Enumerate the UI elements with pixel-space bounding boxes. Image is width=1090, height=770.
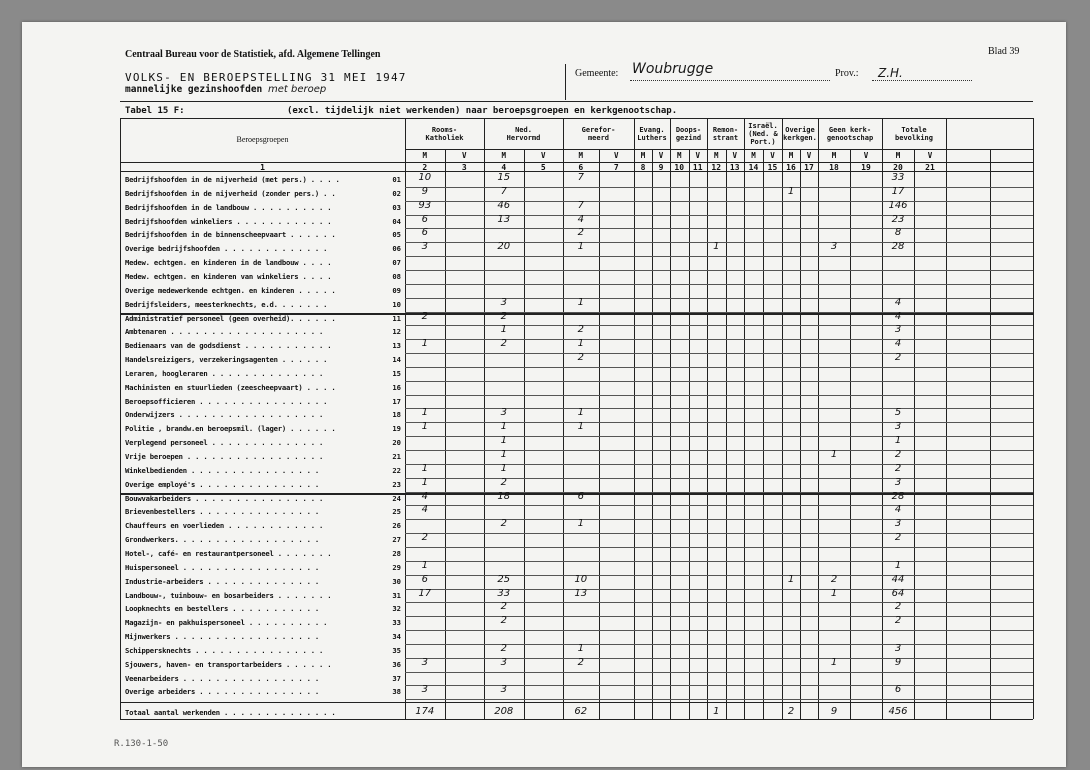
row-label: Schippersknechts . . . . . . . . . . . . . . . . (125, 645, 324, 655)
divider (565, 64, 566, 100)
column-sex-m: M (422, 151, 427, 160)
data-cell-gn: 1 (830, 587, 838, 599)
column-number: 14 (748, 163, 759, 172)
data-cell-tot: 9 (894, 656, 902, 668)
row-number: 26 (392, 521, 401, 531)
row-rule (405, 353, 1033, 354)
column-sex-m: M (788, 151, 794, 160)
data-cell-rk: 4 (421, 490, 428, 502)
data-cell-nh: 46 (497, 199, 511, 211)
column-number: 10 (674, 163, 685, 172)
row-number: 27 (392, 535, 401, 545)
data-cell-tot: 23 (891, 213, 905, 225)
row-label: Landbouw-, tuinbouw- en bosarbeiders . . . . . . . (125, 590, 332, 600)
data-cell-tot: 2 (894, 615, 902, 627)
row-number: 05 (392, 230, 401, 240)
column-number: 19 (861, 163, 871, 172)
column-sex-v: V (658, 151, 664, 160)
column-sex-v: V (863, 151, 869, 160)
row-number: 15 (392, 368, 401, 378)
data-cell-gn: 2 (830, 573, 838, 585)
row-label: Bedrijfshoofden in de nijverheid (met pers.) . . . . (125, 175, 340, 184)
data-cell-nh: 1 (500, 421, 507, 433)
data-cell-gk: 2 (577, 352, 584, 364)
data-cell-rk: 1 (421, 421, 428, 433)
row-number: 38 (392, 687, 401, 697)
data-cell-rk: 1 (421, 462, 428, 474)
data-cell-nh: 2 (500, 601, 507, 613)
row-label: Ambtenaren . . . . . . . . . . . . . . . . . . . (125, 327, 324, 337)
data-cell-tot: 2 (894, 532, 902, 544)
row-label: Onderwijzers . . . . . . . . . . . . . . . . . . (125, 410, 324, 420)
row-number: 37 (392, 673, 401, 683)
data-cell-nh: 13 (497, 213, 511, 225)
row-label: Overige medewerkende echtgen. en kinderen . . . . . (125, 285, 336, 295)
row-rule (405, 228, 1033, 229)
row-rule (405, 699, 1033, 700)
data-cell-nh: 20 (497, 241, 511, 253)
row-number: 24 (392, 493, 401, 503)
column-number: 21 (925, 163, 935, 172)
subcolumn-divider (689, 149, 690, 719)
row-number: 02 (392, 188, 401, 198)
data-cell-tot: 1 (894, 435, 902, 447)
data-cell-nh: 25 (497, 573, 511, 585)
data-cell-rk: 3 (421, 684, 428, 696)
data-cell-ok: 1 (787, 185, 795, 197)
row-number: 21 (392, 452, 401, 461)
column-sex-m: M (640, 151, 646, 160)
data-cell-gn: 1 (830, 449, 838, 460)
gemeente-underline (630, 80, 830, 81)
data-cell-ok: 1 (787, 573, 795, 585)
row-number: 36 (392, 659, 401, 669)
data-cell-tot: 5 (894, 407, 902, 419)
column-sex-m: M (751, 151, 756, 160)
row-label: Medew. echtgen. en kinderen van winkeliers . . . . (125, 271, 332, 281)
row-rule (405, 630, 1033, 631)
data-cell-gk: 2 (577, 227, 584, 239)
data-cell-rk: 2 (421, 310, 428, 322)
column-sex-m: M (831, 151, 837, 160)
data-cell-tot: 1 (894, 559, 902, 571)
data-cell-tot: 64 (891, 587, 905, 599)
row-label: Bedrijfshoofden winkeliers . . . . . . . . . . . . (125, 216, 332, 226)
row-label: Bedrijfshoofden in de binnenscheepvaart . . . . . . (125, 230, 336, 240)
subcolumn-divider (800, 149, 801, 719)
data-cell-rk: 17 (418, 587, 432, 599)
data-cell-rk: 1 (421, 559, 428, 571)
row-label: Veenarbeiders . . . . . . . . . . . . . . . . . (125, 673, 319, 683)
column-sex-m: M (713, 151, 719, 160)
row-number: 07 (392, 258, 401, 268)
total-cell-gn: 9 (830, 706, 838, 718)
data-cell-rk: 6 (421, 227, 428, 239)
column-header-beroepsgroepen: Beroepsgroepen (236, 135, 289, 144)
total-cell-tot: 456 (888, 706, 908, 718)
row-rule (405, 672, 1033, 673)
data-cell-tot: 4 (894, 338, 902, 350)
row-label: Grondwerkers. . . . . . . . . . . . . . . . . . (125, 535, 319, 545)
column-header-group: Evang. Luthers (637, 126, 667, 142)
row-number: 12 (392, 327, 401, 337)
data-cell-gk: 1 (577, 642, 584, 654)
data-cell-gk: 7 (577, 172, 584, 183)
column-header-group: Geen kerk- genootschap (826, 126, 874, 142)
row-number: 14 (392, 355, 401, 365)
data-cell-gk: 6 (577, 490, 584, 502)
row-number: 31 (392, 590, 401, 600)
column-sex-v: V (770, 151, 775, 160)
data-cell-tot: 2 (894, 462, 902, 474)
row-rule (405, 395, 1033, 396)
subtitle (125, 84, 326, 95)
data-cell-tot: 3 (894, 421, 902, 433)
data-cell-gk: 1 (577, 338, 584, 350)
column-sex-v: V (461, 151, 467, 160)
data-cell-tot: 146 (888, 199, 908, 211)
column-sex-v: V (806, 151, 812, 160)
data-cell-tot: 17 (891, 185, 905, 197)
subcolumn-divider (914, 149, 915, 719)
data-cell-gk: 2 (577, 656, 584, 668)
data-cell-rk: 1 (421, 338, 428, 350)
column-sex-m: M (895, 151, 901, 160)
data-cell-rk: 6 (421, 213, 428, 225)
row-number: 18 (392, 410, 401, 420)
column-sex-m: M (676, 151, 682, 160)
row-label: Overige arbeiders . . . . . . . . . . . . . . . (125, 687, 319, 697)
column-sex-v: V (695, 151, 700, 160)
row-number: 29 (392, 562, 401, 572)
row-number: 25 (392, 507, 401, 517)
row-number: 11 (392, 313, 401, 323)
data-cell-rk: 1 (421, 476, 428, 488)
data-cell-nh: 2 (500, 310, 507, 322)
data-cell-rk: 2 (421, 532, 428, 544)
row-number: 01 (392, 175, 401, 184)
row-number: 28 (392, 548, 401, 558)
subtitle-text: mannelijke gezinshoofden (125, 84, 263, 95)
bureau-name: Centraal Bureau voor de Statistiek, afd. Algemene Tellingen (125, 49, 381, 60)
data-cell-rk: 93 (418, 199, 432, 211)
subcolumn-divider (599, 149, 600, 719)
column-number: 1 (260, 163, 265, 172)
column-number: 5 (540, 163, 546, 172)
row-label: Beroepsofficieren . . . . . . . . . . . . . . . . (125, 396, 328, 406)
header-mid-rule (405, 149, 1033, 150)
subtitle-handwritten: met beroep (268, 84, 327, 95)
column-number: 9 (658, 163, 664, 172)
column-sex-m: M (501, 151, 506, 160)
total-cell-ok: 2 (787, 706, 795, 718)
data-cell-gk: 13 (574, 587, 588, 599)
row-rule (405, 270, 1033, 271)
row-label: Bedienaars van de godsdienst . . . . . . . . . . . (125, 341, 332, 351)
data-cell-tot: 28 (891, 490, 905, 502)
row-label: Chauffeurs en voerlieden . . . . . . . . . . . . (125, 521, 324, 531)
data-cell-nh: 33 (497, 587, 511, 599)
row-number: 35 (392, 645, 401, 655)
data-cell-nh: 3 (500, 656, 507, 668)
row-label: Industrie-arbeiders . . . . . . . . . . . . . . (125, 576, 319, 586)
row-number: 33 (392, 618, 401, 628)
data-cell-gk: 1 (577, 241, 584, 253)
row-label: Mijnwerkers . . . . . . . . . . . . . . . . . . (125, 632, 319, 642)
row-label: Brievenbestellers . . . . . . . . . . . . . . . (125, 507, 319, 517)
data-cell-rk: 10 (418, 172, 432, 183)
column-number: 2 (422, 163, 428, 172)
row-number: 13 (392, 341, 401, 351)
data-cell-rk: 3 (421, 656, 428, 668)
column-header-group: Totale bevolking (895, 126, 933, 142)
column-number: 20 (893, 163, 903, 172)
subcolumn-divider (445, 149, 446, 719)
data-cell-rk: 1 (421, 407, 428, 419)
column-sex-v: V (732, 151, 737, 160)
row-number: 10 (392, 299, 401, 309)
row-label: Medew. echtgen. en kinderen in de landbouw . . . . (125, 258, 332, 268)
data-cell-tot: 8 (894, 227, 902, 239)
table-description: (excl. tijdelijk niet werkenden) naar beroepsgroepen en kerkgenootschap. (287, 106, 678, 116)
table-left-border (120, 118, 121, 719)
row-label: Huispersoneel . . . . . . . . . . . . . . . . . (125, 562, 319, 572)
column-header-group: Remon- strant (712, 126, 739, 142)
data-cell-tot: 3 (894, 642, 902, 654)
row-number: 03 (392, 202, 401, 212)
data-cell-gn: 3 (830, 241, 838, 253)
data-cell-tot: 33 (891, 172, 905, 183)
row-rule (405, 367, 1033, 368)
table-top-rule (120, 118, 1033, 119)
column-number: 3 (461, 163, 467, 172)
row-label: Loopknechts en bestellers . . . . . . . . . . . (125, 604, 319, 614)
row-label: Machinisten en stuurlieden (zeescheepvaart) . . . . (125, 382, 336, 392)
totals-label: Totaal aantal werkenden . . . . . . . . . . . . . . (125, 708, 336, 718)
row-rule (405, 381, 1033, 382)
column-header-group: Rooms- Katholiek (425, 126, 464, 142)
data-cell-nh: 1 (500, 324, 507, 336)
column-number: 17 (804, 163, 814, 172)
data-cell-nh: 3 (500, 407, 507, 419)
row-label: Bedrijfshoofden in de nijverheid (zonder pers.) . . (125, 188, 336, 198)
row-number: 06 (392, 244, 401, 254)
column-header-group: Overige kerkgen. (783, 126, 817, 142)
data-cell-nh: 2 (500, 476, 507, 488)
row-number: 17 (392, 396, 401, 406)
data-cell-tot: 3 (894, 324, 902, 336)
data-cell-tot: 4 (894, 310, 902, 322)
data-cell-nh: 2 (500, 642, 507, 654)
row-number: 23 (392, 479, 401, 489)
row-label: Handelsreizigers, verzekeringsagenten . . . . . . (125, 355, 328, 365)
row-label: Verplegend personeel . . . . . . . . . . . . . . (125, 438, 324, 448)
row-label: Leraren, hoogleraren . . . . . . . . . . . . . . (125, 368, 324, 378)
column-number: 8 (640, 163, 646, 172)
data-cell-gk: 1 (577, 296, 584, 308)
data-cell-tot: 6 (894, 684, 902, 696)
data-cell-nh: 15 (497, 172, 511, 183)
data-cell-gn: 1 (830, 656, 838, 668)
column-header-group: Gerefor- meerd (581, 126, 616, 142)
subcolumn-divider (726, 149, 727, 719)
data-cell-tot: 44 (891, 573, 905, 585)
total-cell-gk: 62 (574, 706, 588, 718)
table-number: Tabel 15 F: (125, 106, 185, 116)
footer-code: R.130-1-50 (114, 739, 169, 749)
data-cell-nh: 1 (500, 435, 507, 447)
column-divider (1033, 118, 1034, 719)
row-number: 16 (392, 382, 401, 392)
row-rule (405, 561, 1033, 562)
subcolumn-divider (763, 149, 764, 719)
data-cell-rk: 4 (421, 504, 428, 516)
column-number: 11 (692, 163, 703, 172)
row-label: Overige employé's . . . . . . . . . . . . . . . (125, 479, 319, 489)
column-header-group: Ned. Hervormd (506, 126, 541, 142)
data-cell-tot: 2 (894, 352, 902, 364)
row-label: Overige bedrijfshoofden . . . . . . . . . . . . . (125, 244, 328, 254)
gemeente-label: Gemeente: (575, 68, 619, 79)
column-sex-v: V (927, 151, 933, 160)
row-rule (405, 547, 1033, 548)
column-number: 4 (501, 163, 507, 172)
data-cell-tot: 28 (891, 241, 905, 253)
data-cell-gk: 10 (574, 573, 588, 585)
data-cell-nh: 2 (500, 338, 507, 350)
totals-top-rule (120, 702, 1033, 703)
row-label: Hotel-, café- en restaurantpersoneel . . . . . . . (125, 548, 332, 558)
data-cell-nh: 1 (500, 449, 507, 460)
row-label: Bouwvakarbeiders . . . . . . . . . . . . . . . . (125, 493, 324, 503)
row-number: 08 (392, 271, 401, 281)
column-sex-v: V (613, 151, 619, 160)
row-number: 04 (392, 216, 401, 226)
table-bottom-rule (120, 719, 1033, 720)
data-cell-gk: 2 (577, 324, 584, 336)
row-rule (405, 284, 1033, 285)
row-rule (405, 256, 1033, 257)
total-cell-rem: 1 (713, 706, 720, 718)
row-label: Magazijn- en pakhuispersoneel . . . . . . . . . . (125, 618, 328, 628)
column-header-group: Israël. (Ned. & Port.) (748, 122, 778, 146)
column-number: 15 (767, 163, 778, 172)
data-cell-tot: 3 (894, 518, 902, 530)
data-cell-rem: 1 (713, 241, 720, 253)
total-cell-rk: 174 (415, 706, 435, 718)
row-rule (405, 533, 1033, 534)
row-number: 32 (392, 604, 401, 614)
subcolumn-divider (524, 149, 525, 719)
prov-label: Prov.: (835, 68, 859, 79)
data-cell-tot: 4 (894, 296, 902, 308)
prov-value: Z.H. (878, 66, 903, 80)
row-label: Winkelbedienden . . . . . . . . . . . . . . . . (125, 465, 319, 475)
row-number: 22 (392, 465, 401, 475)
column-sex-m: M (578, 151, 583, 160)
column-number: 13 (729, 163, 740, 172)
row-number: 30 (392, 576, 401, 586)
column-sex-v: V (540, 151, 546, 160)
data-cell-gk: 7 (577, 199, 584, 211)
row-rule (405, 505, 1033, 506)
subcolumn-divider (990, 149, 991, 719)
data-cell-nh: 18 (497, 490, 511, 502)
row-number: 34 (392, 632, 401, 642)
row-label: Bedrijfshoofden in de landbouw . . . . . . . . . . (125, 202, 332, 212)
data-cell-tot: 2 (894, 601, 902, 613)
column-number: 12 (711, 163, 722, 172)
data-cell-tot: 3 (894, 476, 902, 488)
gemeente-value: Woubrugge (632, 61, 714, 77)
page-number: Blad 39 (988, 46, 1020, 57)
row-number: 20 (392, 438, 401, 448)
column-number: 16 (786, 163, 796, 172)
data-cell-nh: 1 (500, 462, 507, 474)
data-cell-nh: 7 (500, 185, 507, 197)
row-number: 09 (392, 285, 401, 295)
column-number: 18 (829, 163, 839, 172)
data-cell-gk: 4 (577, 213, 584, 225)
form-sheet (22, 22, 1066, 767)
row-label: Sjouwers, haven- en transportarbeiders . . . . . . (125, 659, 332, 669)
page-title: VOLKS- EN BEROEPSTELLING 31 MEI 1947 (125, 71, 407, 84)
data-cell-rk: 3 (421, 241, 428, 253)
data-cell-tot: 2 (894, 449, 902, 460)
data-cell-nh: 2 (500, 518, 507, 530)
data-cell-gk: 1 (577, 421, 584, 433)
subcolumn-divider (850, 149, 851, 719)
row-label: Administratief personeel (geen overheid). . . . . . (125, 313, 336, 323)
data-cell-rk: 6 (421, 573, 428, 585)
data-cell-rk: 9 (421, 185, 428, 197)
data-cell-gk: 1 (577, 518, 584, 530)
data-cell-nh: 2 (500, 615, 507, 627)
row-label: Vrije beroepen . . . . . . . . . . . . . . . . . (125, 452, 324, 461)
row-number: 19 (392, 424, 401, 434)
data-cell-nh: 3 (500, 296, 507, 308)
data-cell-gk: 1 (577, 407, 584, 419)
row-label: Politie , brandw.en beroepsmil. (lager) . . . . . . (125, 424, 336, 434)
column-header-group: Doops- gezind (675, 126, 702, 142)
header-rule (120, 101, 1033, 102)
column-number: 7 (613, 163, 619, 172)
row-label: Bedrijfsleiders, meesterknechts, e.d. . . . . . . (125, 299, 328, 309)
data-cell-nh: 3 (500, 684, 507, 696)
data-cell-tot: 4 (894, 504, 902, 516)
prov-underline (872, 80, 972, 81)
column-number: 6 (578, 163, 584, 172)
total-cell-nh: 208 (494, 706, 514, 718)
subcolumn-divider (652, 149, 653, 719)
